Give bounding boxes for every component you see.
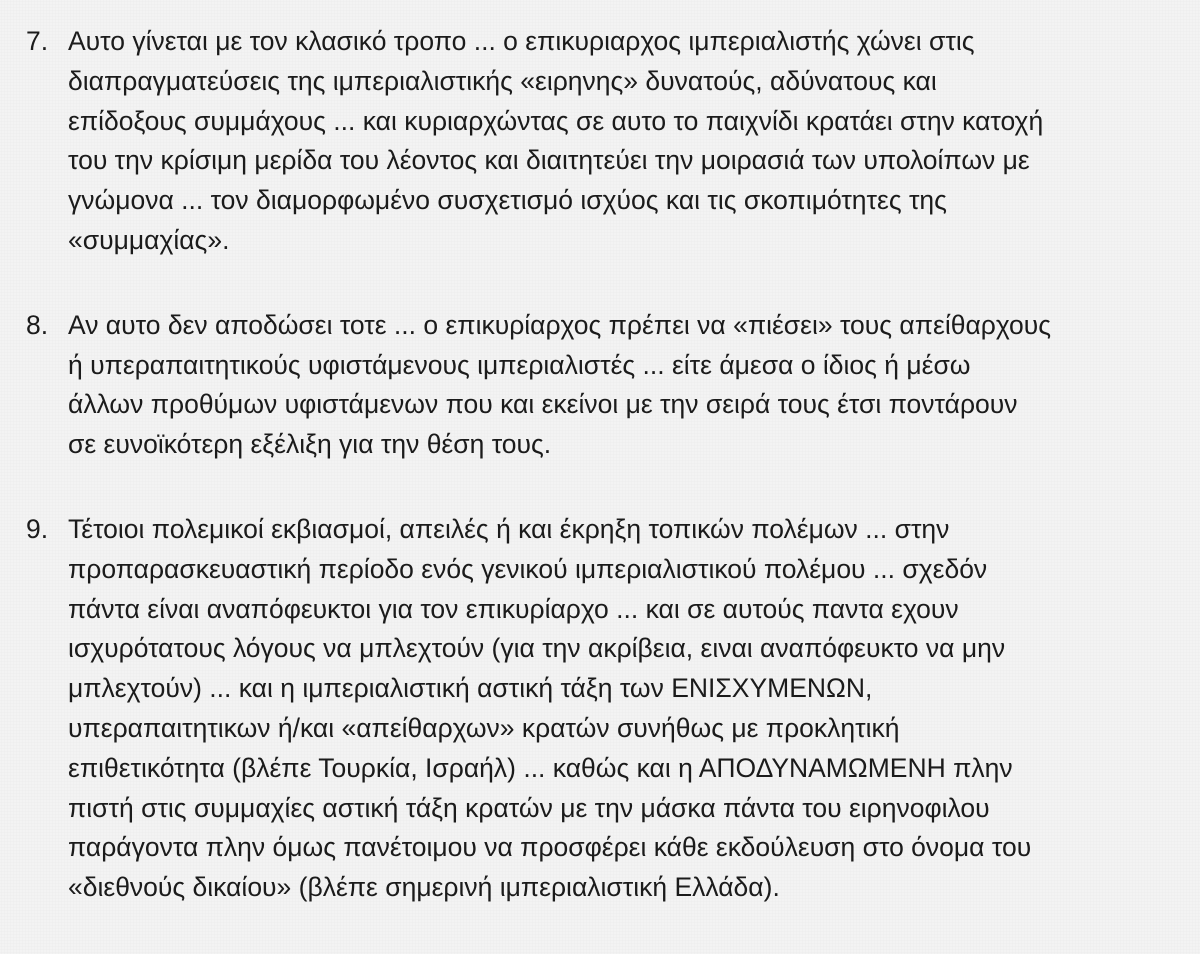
text-line: διαπραγματεύσεις της ιμπεριαλιστικής «ειρηνης» δυνατούς, αδύνατους και xyxy=(68,65,937,96)
text-line: γνώμονα ... τον διαμορφωμένο συσχετισμό ισχύος και τις σκοπιμότητες της xyxy=(68,185,947,216)
item-text xyxy=(68,22,1180,261)
text-line: ή υπεραπαιτητικούς υφιστάμενους ιμπεριαλιστές ... είτε άμεσα ο ίδιος ή μέσω xyxy=(68,349,971,380)
text-line: Αυτο γίνεται με τον κλασικό τροπο ... ο επικυριαρχος ιμπεριαλιστής χώνει στις xyxy=(68,26,975,56)
text-line: «διεθνούς δικαίου» (βλέπε σημερινή ιμπεριαλιστική Ελλάδα). xyxy=(68,872,780,903)
text-line: μπλεχτούν) ... και η ιμπεριαλιστική αστική τάξη των ΕΝΙΣΧΥΜΕΝΩΝ, xyxy=(68,673,873,704)
list-item-8 xyxy=(26,306,1180,465)
text-line: του την κρίσιμη μερίδα του λέοντος και διαιτητεύει την μοιρασιά των υπολοίπων με xyxy=(68,145,1030,176)
text-line: προπαρασκευαστική περίοδο ενός γενικού ιμπεριαλιστικού πολέμου ... σχεδόν xyxy=(68,553,988,584)
text-line: άλλων προθύμων υφιστάμενων που και εκείνοι με την σειρά τους έτσι ποντάρουν xyxy=(68,389,1018,420)
item-number: 9. xyxy=(26,513,49,544)
list-item-7 xyxy=(26,22,1180,261)
text-line: σε ευνοϊκότερη εξέλιξη για την θέση τους. xyxy=(68,429,552,460)
item-text xyxy=(68,510,1180,908)
item-text xyxy=(68,306,1180,465)
text-line: Αν αυτο δεν αποδώσει τοτε ... ο επικυρίαρχος πρέπει να «πιέσει» τους απείθαρχους xyxy=(68,309,1052,340)
text-line: πιστή στις συμμαχίες αστική τάξη κρατών με την μάσκα πάντα του ειρηνοφιλου xyxy=(68,792,990,823)
item-number: 8. xyxy=(26,309,49,340)
item-number: 7. xyxy=(26,26,49,56)
text-line: επίδοξους συμμάχους ... και κυριαρχώντας σε αυτο το παιχνίδι κρατάει στην κατοχή xyxy=(68,105,1044,136)
text-line: επιθετικότητα (βλέπε Τουρκία, Ισραήλ) ... καθώς και η ΑΠΟΔΥΝΑΜΩΜΕΝΗ πλην xyxy=(68,752,1013,783)
list-item-9 xyxy=(26,510,1180,908)
text-line: παράγοντα πλην όμως πανέτοιμου να προσφέρει κάθε εκδούλευση στο όνομα του xyxy=(68,832,1032,863)
text-line: «συμμαχίας». xyxy=(68,224,230,255)
text-line: πάντα είναι αναπόφευκτοι για τον επικυρίαρχο ... και σε αυτούς παντα εχουν xyxy=(68,593,959,624)
text-line: υπεραπαιτητικων ή/και «απείθαρχων» κρατών συνήθως με προκλητική xyxy=(68,712,900,743)
text-line: Τέτοιοι πολεμικοί εκβιασμοί, απειλές ή και έκρηξη τοπικών πολέμων ... στην xyxy=(68,513,950,544)
text-line: ισχυρότατους λόγους να μπλεχτούν (για την ακρίβεια, ειναι αναπόφευκτο να μην xyxy=(68,633,1006,664)
